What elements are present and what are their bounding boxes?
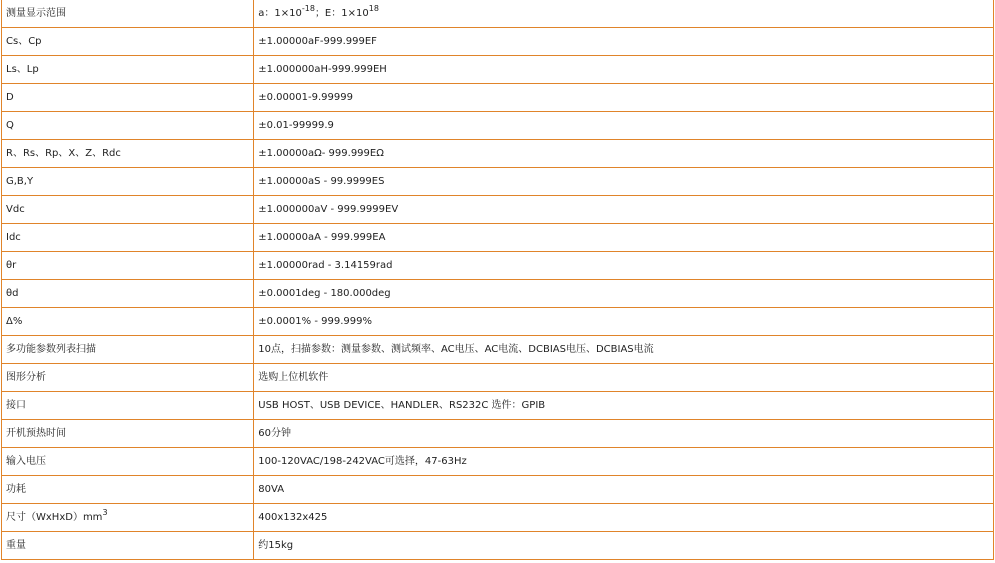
table-row [2, 476, 994, 504]
table-row [2, 420, 994, 448]
row-label: Ls、Lp [2, 56, 254, 84]
row-label: 输入电压 [2, 448, 254, 476]
dimension-label-prefix: 尺寸（WxHxD）mm [6, 511, 103, 523]
row-value: 60分钟 [254, 420, 994, 448]
row-value: ±0.01-99999.9 [254, 112, 994, 140]
row-label: 图形分析 [2, 364, 254, 392]
table-row [2, 504, 994, 532]
table-row [2, 280, 994, 308]
row-label: 开机预热时间 [2, 420, 254, 448]
row-value: ±1.00000aS - 99.9999ES [254, 168, 994, 196]
row-label: θr [2, 252, 254, 280]
table-row [2, 28, 994, 56]
row-label: 多功能参数列表扫描 [2, 336, 254, 364]
row-label [2, 504, 254, 532]
row-label: 功耗 [2, 476, 254, 504]
table-row [2, 224, 994, 252]
row-value [254, 0, 994, 28]
table-row [2, 252, 994, 280]
table-row [2, 336, 994, 364]
table-row [2, 364, 994, 392]
row-value: 选购上位机软件 [254, 364, 994, 392]
row-value: ±1.00000aF-999.999EF [254, 28, 994, 56]
row-value: ±1.00000aA - 999.999EA [254, 224, 994, 252]
row-value: ±1.000000aV - 999.9999EV [254, 196, 994, 224]
row-label: Q [2, 112, 254, 140]
row-value: 10点，扫描参数：测量参数、测试频率、AC电压、AC电流、DCBIAS电压、DCBIAS电流 [254, 336, 994, 364]
row-value: 400x132x425 [254, 504, 994, 532]
dimension-label-exponent: 3 [102, 507, 108, 517]
range-a-prefix: a：1×10 [258, 7, 302, 19]
row-label: θd [2, 280, 254, 308]
row-label: 接口 [2, 392, 254, 420]
range-a-exponent: -18 [301, 3, 315, 13]
row-value: 约15kg [254, 532, 994, 560]
row-value: 80VA [254, 476, 994, 504]
table-row [2, 84, 994, 112]
table-row [2, 168, 994, 196]
table-row [2, 532, 994, 560]
row-label: G,B,Y [2, 168, 254, 196]
table-row [2, 112, 994, 140]
row-value: ±0.00001-9.99999 [254, 84, 994, 112]
row-value: ±1.00000aΩ- 999.999EΩ [254, 140, 994, 168]
table-row [2, 0, 994, 28]
range-e-exponent: 18 [368, 3, 379, 13]
row-value: ±1.00000rad - 3.14159rad [254, 252, 994, 280]
table-row [2, 140, 994, 168]
row-label: Δ% [2, 308, 254, 336]
row-label: Vdc [2, 196, 254, 224]
table-row [2, 448, 994, 476]
table-row [2, 308, 994, 336]
row-value: ±0.0001deg - 180.000deg [254, 280, 994, 308]
row-label: Cs、Cp [2, 28, 254, 56]
row-label: 测量显示范围 [2, 0, 254, 28]
spec-table [1, 0, 994, 560]
row-value: 100-120VAC/198-242VAC可选择，47-63Hz [254, 448, 994, 476]
row-value: ±1.000000aH-999.999EH [254, 56, 994, 84]
row-value: USB HOST、USB DEVICE、HANDLER、RS232C 选件：GPIB [254, 392, 994, 420]
row-label: R、Rs、Rp、X、Z、Rdc [2, 140, 254, 168]
row-value: ±0.0001% - 999.999% [254, 308, 994, 336]
row-label: 重量 [2, 532, 254, 560]
table-row [2, 196, 994, 224]
table-row [2, 56, 994, 84]
range-e-prefix: ；E：1×10 [314, 7, 369, 19]
row-label: D [2, 84, 254, 112]
table-row [2, 392, 994, 420]
row-label: Idc [2, 224, 254, 252]
